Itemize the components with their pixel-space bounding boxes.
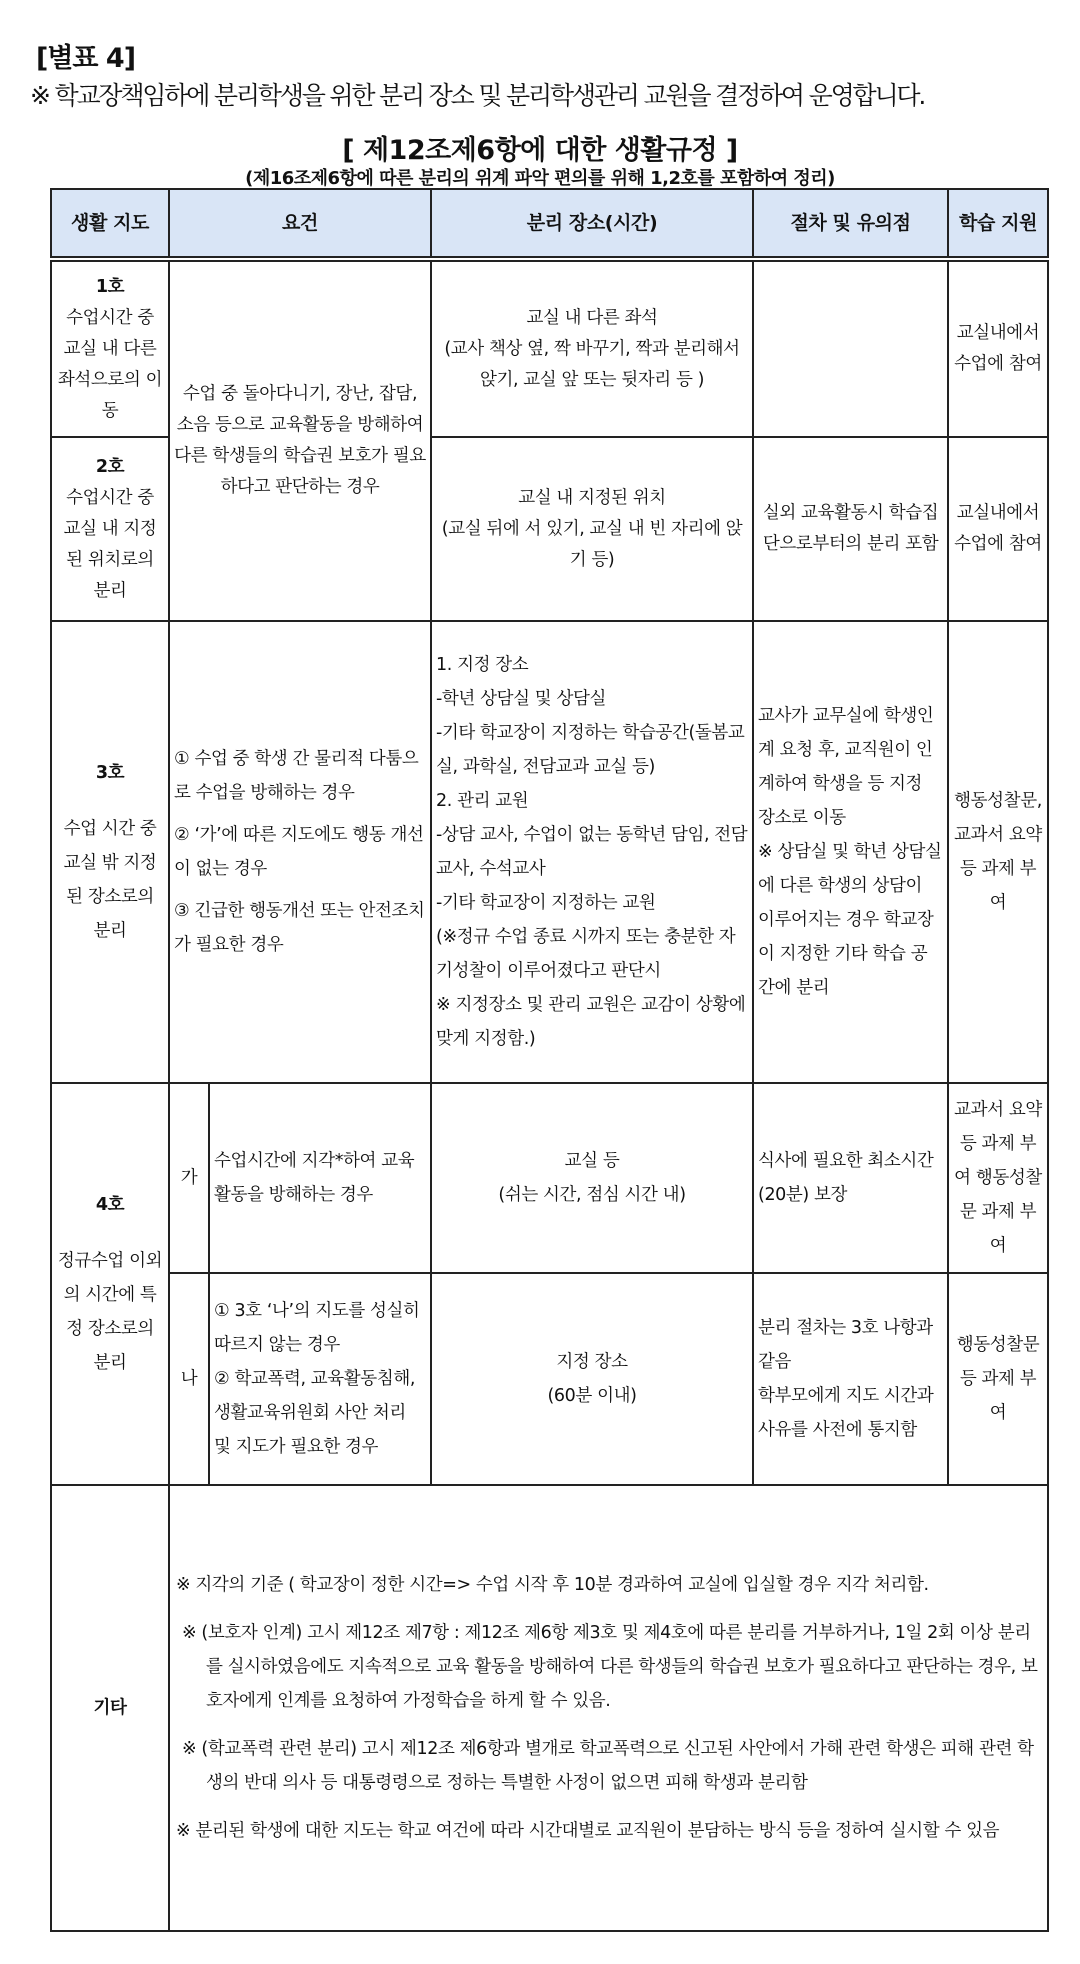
table-header-row [51,189,1048,259]
row-2-name: 2호 [95,456,125,477]
row-3-place-8: ※ 지정장소 및 관리 교원은 교감이 상황에 맞게 지정함.) [436,995,746,1049]
row-4-na-req-1: ① 3호 ‘나’의 지도를 성실히 따르지 않는 경우 [214,1301,420,1355]
row-1-desc: 수업시간 중 교실 내 다른 좌석으로의 이동 [57,307,163,421]
row-4-na-place: 지정 장소 (60분 이내) [431,1273,753,1485]
row-2-desc: 수업시간 중 교실 내 지정된 위치로의 분리 [63,487,157,601]
appendix-label: [별표 4] [36,43,136,74]
col-header-requirement: 요건 [169,189,431,259]
row-3-procedure [753,621,948,1083]
col-header-guidance: 생활 지도 [51,189,169,259]
row-3-guidance [51,621,169,1083]
row-1-name: 1호 [95,276,125,297]
row-3-place-3: -기타 학교장이 지정하는 학습공간(돌봄교실, 과학실, 전담교과 교실 등) [436,723,745,777]
row-4-ga-sub: 가 [169,1083,209,1273]
row-4-na-sub: 나 [169,1273,209,1485]
header-note: ※ 학교장책임하에 분리학생을 위한 분리 장소 및 분리학생관리 교원을 결정하여 운영합니다. [30,81,925,110]
table-row [51,1485,1048,1931]
row-4-desc: 정규수업 이외의 시간에 특정 장소로의 분리 [57,1251,163,1373]
row-4-ga-support: 교과서 요약 등 과제 부여 행동성찰문 과제 부여 [948,1083,1048,1273]
row-3-desc: 수업 시간 중 교실 밖 지정된 장소로의 분리 [63,819,157,941]
row-3-proc-2: ※ 상담실 및 학년 상담실에 다른 학생의 상담이 이루어지는 경우 학교장이 지정한 기타 학습 공간에 분리 [758,842,942,998]
row-1-guidance [51,259,169,437]
row-3-place-5: -상담 교사, 수업이 없는 동학년 담임, 전담교사, 수석교사 [436,825,748,879]
row-misc-name: 기타 [51,1485,169,1931]
row-2-support: 교실내에서 수업에 참여 [948,437,1048,621]
row-4-guidance [51,1083,169,1485]
col-header-support: 학습 지원 [948,189,1048,259]
row-2-place: 교실 내 지정된 위치 (교실 뒤에 서 있기, 교실 내 빈 자리에 앉기 등) [431,437,753,621]
row-4-na-procedure: 분리 절차는 3호 나항과 같음 학부모에게 지도 시간과 사유를 사전에 통지함 [753,1273,948,1485]
row-3-req-2: ② ‘가’에 따른 지도에도 행동 개선이 없는 경우 [174,825,424,879]
misc-item-2: ※ (보호자 인계) 고시 제12조 제7항 : 제12조 제6항 제3호 및 제4호에 따른 분리를 거부하거나, 1일 2회 이상 분리를 실시하였음에도 지속적으로 교육 활동을 방해하여 다른 학생들의 학습권 보호가 필요하다고 판단하는 경우, 보호자에게 인계를 요청하여 가정학습을 하게 할 수 있음. [182,1623,1038,1711]
row-3-place-1: 1. 지정 장소 [436,655,529,675]
row-3-support: 행동성찰문, 교과서 요약 등 과제 부여 [948,621,1048,1083]
table-row [51,259,1048,437]
row-3-place [431,621,753,1083]
misc-item-1: ※ 지각의 기준 ( 학교장이 정한 시간=> 수업 시작 후 10분 경과하여 교실에 입실할 경우 지각 처리함. [176,1575,929,1595]
row-3-place-2: -학년 상담실 및 상담실 [436,689,606,709]
row-3-place-4: 2. 관리 교원 [436,791,529,811]
col-header-procedure: 절차 및 유의점 [753,189,948,259]
row-3-req-3: ③ 긴급한 행동개선 또는 안전조치가 필요한 경우 [174,901,425,955]
row-3-req-1: ① 수업 중 학생 간 물리적 다툼으로 수업을 방해하는 경우 [174,749,419,803]
page-subtitle: (제16조제6항에 따른 분리의 위계 파악 편의를 위해 1,2호를 포함하여 정리) [245,168,835,189]
row-4-na-req-2: ② 학교폭력, 교육활동침해, 생활교육위원회 사안 처리 및 지도가 필요한 경우 [214,1369,415,1457]
page-title: [ 제12조제6항에 대한 생활규정 ] [342,135,738,166]
table-row [51,1273,1048,1485]
rules-table [50,188,1047,1932]
row-4-ga-procedure: 식사에 필요한 최소시간(20분) 보장 [753,1083,948,1273]
table-row [51,1083,1048,1273]
row-3-name: 3호 [95,763,125,783]
row-1-support: 교실내에서 수업에 참여 [948,259,1048,437]
row-4-na-support: 행동성찰문 등 과제 부여 [948,1273,1048,1485]
table-row [51,621,1048,1083]
row-1-place: 교실 내 다른 좌석 (교사 책상 옆, 짝 바꾸기, 짝과 분리해서 앉기, 교실 앞 또는 뒷자리 등 ) [431,259,753,437]
row-2-guidance [51,437,169,621]
row-3-place-6: -기타 학교장이 지정하는 교원 [436,893,656,913]
row-2-procedure: 실외 교육활동시 학습집단으로부터의 분리 포함 [753,437,948,621]
misc-item-3: ※ (학교폭력 관련 분리) 고시 제12조 제6항과 별개로 학교폭력으로 신고된 사안에서 가해 관련 학생은 피해 관련 학생의 반대 의사 등 대통령령으로 정하는 특별한 사정이 없으면 피해 학생과 분리함 [182,1739,1034,1793]
row-12-requirement: 수업 중 돌아다니기, 장난, 잡담, 소음 등으로 교육활동을 방해하여 다른 학생들의 학습권 보호가 필요하다고 판단하는 경우 [169,259,431,621]
row-3-proc-1: 교사가 교무실에 학생인계 요청 후, 교직원이 인계하여 학생을 등 지정 장소로 이동 [758,706,934,828]
row-3-place-7: (※정규 수업 종료 시까지 또는 충분한 자기성찰이 이루어졌다고 판단시 [436,927,736,981]
row-4-na-requirement [209,1273,431,1485]
row-1-procedure [753,259,948,437]
misc-item-4: ※ 분리된 학생에 대한 지도는 학교 여건에 따라 시간대별로 교직원이 분담하는 방식 등을 정하여 실시할 수 있음 [176,1821,1000,1841]
col-header-place: 분리 장소(시간) [431,189,753,259]
row-4-ga-requirement: 수업시간에 지각*하여 교육활동을 방해하는 경우 [209,1083,431,1273]
row-3-requirement [169,621,431,1083]
row-4-ga-place: 교실 등 (쉬는 시간, 점심 시간 내) [431,1083,753,1273]
row-4-name: 4호 [95,1195,125,1215]
row-misc-content [169,1485,1048,1931]
